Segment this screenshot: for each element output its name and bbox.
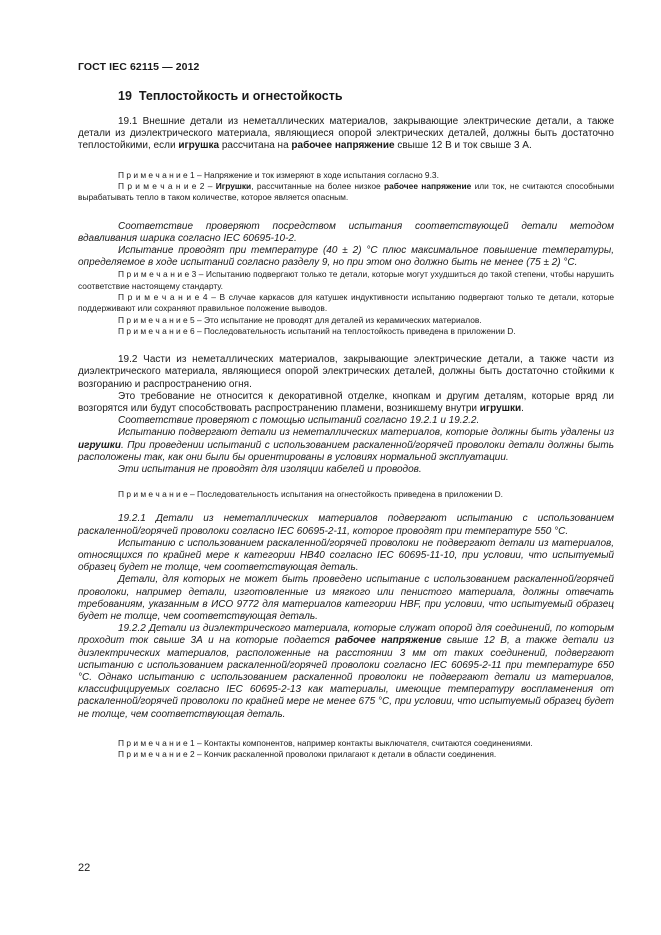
note-text: – Напряжение и ток измеряют в ходе испытания согласно 9.3.: [194, 169, 439, 180]
note-text: или ток, не считаются способными вырабатывать тепло в таком количестве, которое является опасным.: [78, 180, 615, 203]
note-text: –: [204, 180, 216, 191]
clause-19-1: [78, 116, 614, 153]
clause-19-2-1: 19.2.1 Детали из неметаллических материалов подвергают испытанию с использованием раскаленной/горячей проволоки согласно IEC 60695-2-11, которое проводят при температуре 550 °С.: [78, 513, 614, 537]
note-19-2-2-1: [78, 738, 614, 749]
clause-text: свыше 12 В и ток свыше 3 А.: [394, 140, 532, 152]
note-label: П р и м е ч а н и е 4: [118, 291, 208, 302]
note-19-2-2-2: [78, 749, 614, 760]
clause-text: 19.1 Внешние детали из неметаллических материалов, закрывающие электрические детали, а также детали из диэлектрического материала, являющиеся опорой электрических деталей, должны быть достаточно теплостойкими, если: [78, 116, 614, 152]
term-bold: рабочее напряжение: [335, 635, 442, 647]
note-label: П р и м е ч а н и е 2: [118, 180, 205, 191]
term-bold: игрушки: [78, 439, 121, 451]
note-19-1-4: [78, 292, 614, 315]
test-conditions-19-1: Испытание проводят при температуре (40 ± 2) °С плюс максимальное повышение температуры, определяемое в ходе испытаний согласно разделу 9, но при этом оно должно быть не менее (75 ± 2) °С.: [78, 244, 614, 269]
note-label: П р и м е ч а н и е 5: [118, 314, 195, 325]
clause-text: . При проведении испытаний с использованием раскаленной/горячей проволоки детали должны быть расположены так, как они были бы ориентированы в условиях нормальной эксплуатации.: [78, 439, 614, 463]
section-heading: [118, 89, 343, 103]
clause-text: 19.2.2 Детали из диэлектрического материала, которые служат опорой для соединений, по которым проходит ток свыше 3А и на которые подается: [78, 623, 614, 647]
note-text: – Последовательность испытания на огнестойкость приведена в приложении D.: [187, 489, 503, 500]
page-number: 22: [78, 862, 91, 874]
note-label: П р и м е ч а н и е 3: [118, 269, 197, 280]
clause-19-2-1-exemption: Испытанию с использованием раскаленной/горячей проволоки не подвергают детали из материалов, относящихся по крайней мере к категории HB40 согласно IEC 60695-11-10, при условии, что испытуемый образец будет не толще, чем соответствующая деталь.: [78, 537, 614, 574]
note-label: П р и м е ч а н и е: [118, 489, 188, 500]
clause-19-2: 19.2 Части из неметаллических материалов, закрывающие электрические детали, а также части из диэлектрического материала, являющиеся опорой электрических деталей, должны быть достаточно стойкими к возгоранию и распространению огня.: [78, 354, 614, 390]
note-19-1-6: [78, 326, 614, 337]
note-text: – В случае каркасов для катушек индуктивности испытанию подвергают только те детали, которые поддерживают или сохраняют правильное положение выводов.: [78, 291, 614, 314]
test-procedure-19-2: [78, 427, 614, 464]
note-text: – Испытанию подвергают только те детали, которые могут ухудшиться до такой степени, чтобы нарушить соответствие настоящему стандарту.: [78, 269, 614, 291]
note-19-1-2: [78, 181, 614, 204]
note-label: П р и м е ч а н и е 1: [118, 737, 195, 748]
test-exclusion-19-2: Эти испытания не проводят для изоляции кабелей и проводов.: [118, 463, 422, 475]
verification-19-2: Соответствие проверяют с помощью испытаний согласно 19.2.1 и 19.2.2.: [118, 415, 480, 427]
note-text: – Контакты компонентов, например контакты выключателя, считаются соединениями.: [194, 737, 533, 748]
section-title: Теплостойкость и огнестойкость: [138, 89, 343, 103]
section-number: 19: [118, 89, 132, 103]
note-label: П р и м е ч а н и е 1: [118, 169, 195, 180]
clause-text: Испытанию подвергают детали из неметаллических материалов, которые должны быть удалены из: [118, 427, 614, 439]
clause-text: Это требование не относится к декоративной отделке, кнопкам и другим деталям, которые вряд ли возгорятся или будут способствовать распространению пламени, возникшему внутри: [78, 390, 614, 414]
standard-designation: ГОСТ IEC 62115 — 2012: [78, 61, 200, 73]
document-body: [78, 116, 614, 760]
term-bold: Игрушки: [215, 180, 252, 191]
term-bold: игрушки: [479, 402, 522, 414]
note-label: П р и м е ч а н и е 2: [118, 749, 195, 760]
note-text: – Кончик раскаленной проволоки прилагают к детали в области соединения.: [194, 749, 497, 760]
note-text: – Это испытание не проводят для деталей из керамических материалов.: [194, 314, 482, 325]
note-19-1-5: [78, 315, 614, 326]
verification-19-1: Соответствие проверяют посредством испытания соответствующей детали методом вдавливания шарика согласно IEC 60695-10-2.: [78, 220, 614, 244]
clause-19-2-exclusion: [78, 391, 614, 415]
clause-text: рассчитана на: [219, 140, 292, 152]
note-label: П р и м е ч а н и е 6: [118, 325, 195, 336]
term-bold: игрушка: [178, 140, 220, 152]
clause-text: свыше 12 В, а также детали из диэлектрических материалов, расположенные на расстоянии 3 мм от таких соединений, подвергают испытанию с использованием раскаленной/горячей проволоки согласно IEC 60695-2-11 при температуре 650 °С. Однако испытанию с использованием раскаленной проволоки не подвергают детали из материалов, классифицируемых согласно IEC 60695-2-13 как материалы, имеющие температуру воспламенения от раскаленной/горячей проволоки по крайней мере не менее 675 °С, при условии, что испытуемый образец будет не толще, чем соответствующая деталь.: [78, 635, 614, 720]
clause-19-2-2: [78, 623, 614, 721]
note-19-1-3: [78, 269, 614, 292]
clause-19-2-1-alternative: Детали, для которых не может быть проведено испытание с использованием раскаленной/горячей проволоки, например детали, изготовленные из мягкого или пенистого материала, должны отвечать требованиям, указанным в ИСО 9772 для материалов категории HBF, при условии, что испытуемый образец будет не толще, чем соответствующая деталь.: [78, 574, 614, 623]
note-text: – Последовательность испытаний на теплостойкость приведена в приложении D.: [194, 325, 516, 336]
note-text: , рассчитанные на более низкое: [251, 180, 384, 191]
term-bold: рабочее напряжение: [291, 140, 395, 152]
clause-text: .: [521, 402, 524, 414]
note-19-2: [78, 489, 614, 500]
note-19-1-1: [78, 170, 614, 181]
term-bold: рабочее напряжение: [383, 180, 472, 191]
